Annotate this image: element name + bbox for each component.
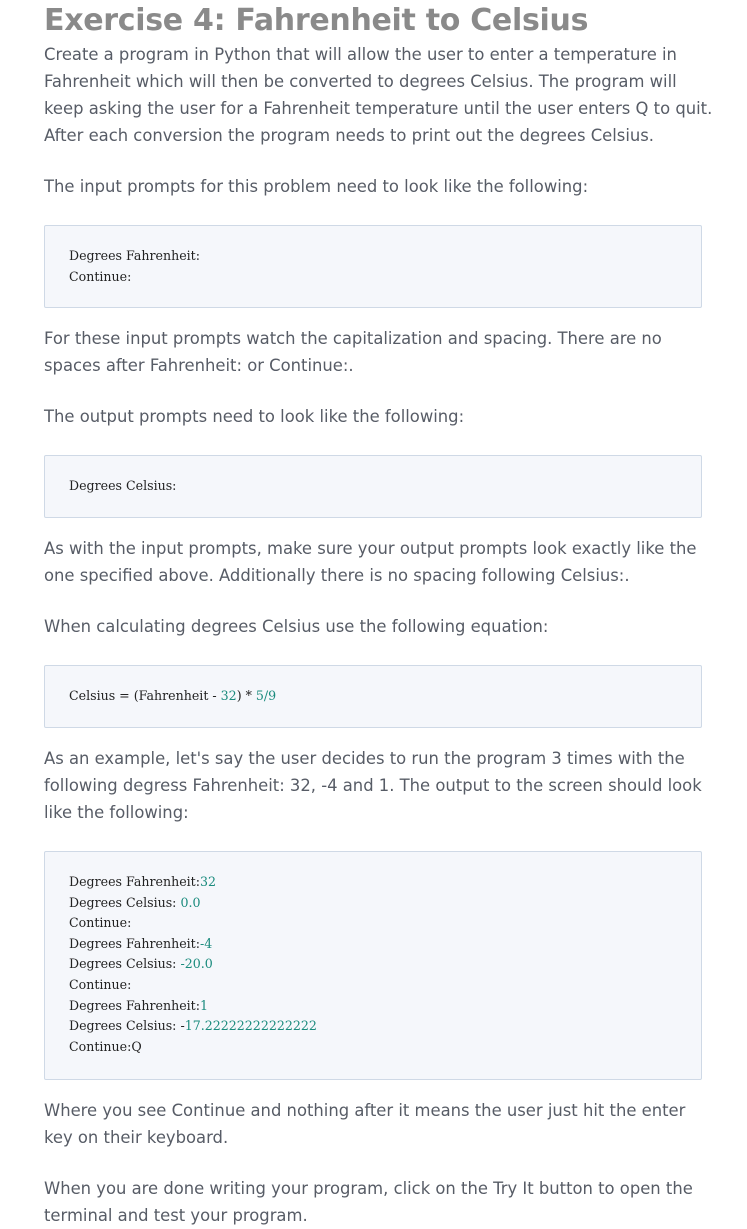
code-number: -20.0 [180,956,213,972]
input-prompts-code-block [44,225,702,308]
code-number: 17.22222222222222 [184,1018,317,1034]
code-text: Celsius = (Fahrenheit - [69,688,221,703]
intro-paragraph: Create a program in Python that will allow the user to enter a temperature in Fahrenheit which will then be converted to degrees Celsius. The program will keep asking the user for a Fahrenheit temperature until the user enters Q to quit. After each conversion the program needs to print out the degrees Celsius. [44,45,713,145]
output-prompts-paragraph: The output prompts need to look like the following: [44,407,465,426]
code-text: Degrees Fahrenheit: [69,997,200,1013]
output-prompts-code-block [44,455,702,518]
code-line [69,934,677,955]
code-text: Degrees Celsius: [69,894,181,910]
code-number: 5/9 [255,688,277,703]
code-number: -4 [200,935,213,951]
code-line [69,686,677,707]
continue-note-paragraph: Where you see Continue and nothing after it means the user just hit the enter key on their keyboard. [44,1101,686,1147]
code-text: Degrees Celsius: [69,1018,181,1034]
code-line: Degrees Celsius: [69,478,177,493]
code-number: 1 [200,997,209,1013]
page-title: Exercise 4: Fahrenheit to Celsius [44,3,589,38]
code-line: Continue: [69,976,132,992]
code-text: Degrees Celsius: [69,956,181,972]
example-paragraph: As an example, let's say the user decides to run the program 3 times with the following degress Fahrenheit: 32, -4 and 1. The output to the screen should look like the following: [44,749,702,822]
code-text: Degrees Fahrenheit: [69,874,200,889]
code-line: Degrees Fahrenheit: [69,248,200,263]
input-prompts-paragraph: The input prompts for this problem need to look like the following: [44,177,589,196]
code-text: ) * [236,688,256,703]
try-it-paragraph: When you are done writing your program, click on the Try It button to open the terminal and test your program. [44,1179,693,1225]
code-text: Degrees Fahrenheit: [69,935,200,951]
equation-code-block [44,665,702,728]
code-line: Continue: [69,915,132,931]
code-line [69,893,677,914]
capitalization-paragraph: For these input prompts watch the capitalization and spacing. There are no spaces after Fahrenheit: or Continue:. [44,329,662,375]
code-line [69,1016,677,1037]
code-line [69,954,677,975]
example-output-code-block [44,851,702,1080]
code-line [69,996,677,1017]
code-operator: - [180,1018,185,1034]
code-number: 32 [220,688,237,703]
equation-intro-paragraph: When calculating degrees Celsius use the following equation: [44,617,549,636]
code-line: Continue: [69,268,132,284]
code-line: Continue:Q [69,1038,142,1054]
output-note-paragraph: As with the input prompts, make sure your output prompts look exactly like the one specified above. Additionally there is no spacing following Celsius:. [44,539,697,585]
code-line [69,872,677,893]
code-number: 32 [200,874,217,889]
code-number: 0.0 [180,894,201,910]
